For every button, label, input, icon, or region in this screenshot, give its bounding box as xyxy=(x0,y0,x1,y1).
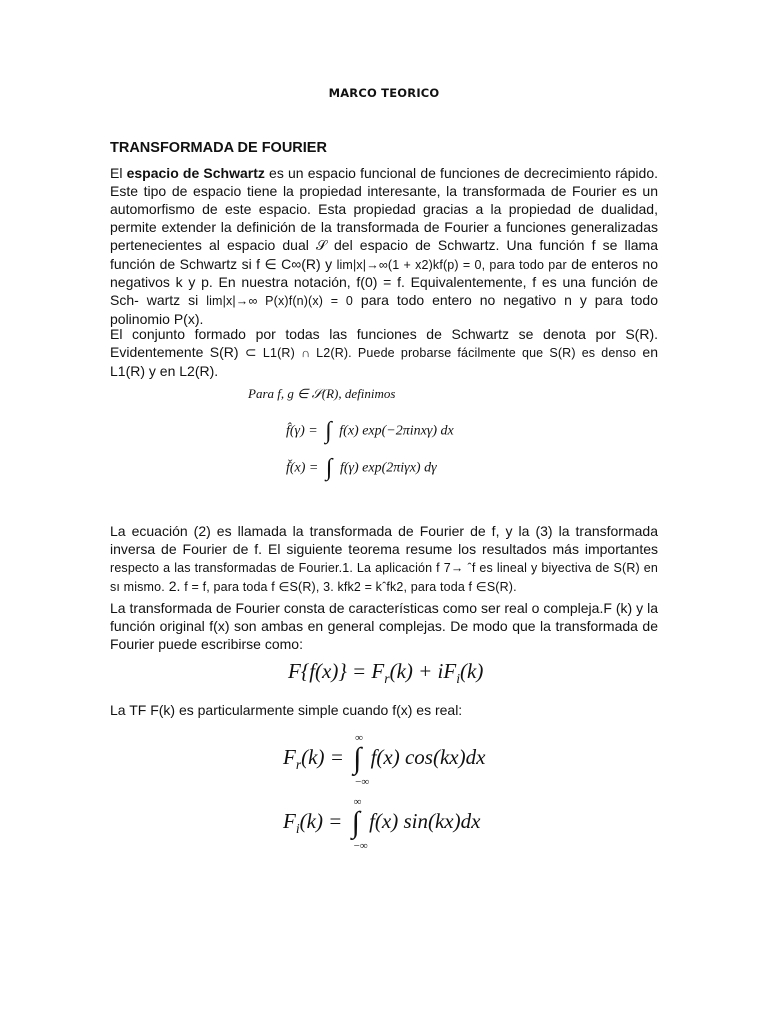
paragraph-theorem xyxy=(110,523,658,597)
eq-F-mid: (k) + iF xyxy=(389,659,457,683)
eq-fi-sub: i xyxy=(295,821,300,836)
equation-inverse-transform xyxy=(286,455,437,482)
eq-fr-F: F xyxy=(283,744,296,769)
p1-small-2: lim|x|→∞ P(x)f(n)(x) = 0 xyxy=(206,294,353,309)
lower-limit: −∞ xyxy=(353,840,368,852)
p1-text-2: del espacio de Schwartz. Una función f se llama función de Schwartz si f ∈ C∞(R) y xyxy=(110,236,659,272)
paragraph-complex-transform: La transformada de Fourier consta de características como ser real o compleja.F (k) y la función original f(x) son ambas en general complejas. De modo que la transformada de Fourier puede escribirse como: xyxy=(110,600,658,652)
integral-sign: ∫ xyxy=(325,418,332,444)
p1-text-4: para todo entero no negativo n y para todo polinomio P(x). xyxy=(110,292,659,328)
eq-fr-lhs: (k) = xyxy=(301,744,344,769)
eq-fr-sub: r xyxy=(295,757,302,772)
definition-line: Para f, g ∈ 𝒮(R), definimos xyxy=(248,386,396,401)
eq-f1-lhs: f̂(γ) = xyxy=(286,423,318,439)
eq-fr-rhs: f(x) cos(kx)dx xyxy=(370,744,486,769)
p2-text-2: en L1(R) y en L2(R). xyxy=(110,343,658,379)
paragraph-real-case: La TF F(k) es particularmente simple cuando f(x) es real: xyxy=(110,702,463,718)
p3-text-2: 2. xyxy=(164,577,185,594)
lower-limit: −∞ xyxy=(355,776,370,788)
p3-small-2: f = f, para toda f ∈S(R), 3. kfk2 = kˆfk2, para toda f ∈S(R). xyxy=(184,579,517,594)
eq-f2-rhs: f(γ) exp(2πiγx) dγ xyxy=(339,460,437,476)
eq-f2-lhs: f̌(x) = xyxy=(286,460,319,476)
upper-limit: ∞ xyxy=(353,796,362,808)
dual-space-symbol: 𝒮 xyxy=(316,237,327,254)
eq-F-sub-i: i xyxy=(456,671,461,687)
section-heading: TRANSFORMADA DE FOURIER xyxy=(110,140,327,156)
page-title: MARCO TEORICO xyxy=(328,86,440,100)
integral-sign: ∫ ∞ −∞ xyxy=(351,796,368,852)
p1-lead: El xyxy=(110,165,127,181)
eq-F-lhs: F{f(x)} = F xyxy=(288,659,385,683)
eq-F-sub-r: r xyxy=(384,671,390,687)
integral-sign: ∫ ∞ −∞ xyxy=(353,732,370,788)
p2-small: L1(R) ∩ L2(R). Puede probarse fácilmente que S(R) es denso xyxy=(262,345,637,360)
paragraph-schwartz-space xyxy=(110,165,658,329)
p1-text-1: es un espacio funcional de funciones de decrecimiento rápido. Este tipo de espacio tiene la propiedad interesante, la transformada de Fourier es un automorfismo de este espacio. Esta propiedad gracias a la propiedad de dualidad, permite extender la definición de la transformada de Fourier a funciones generalizadas pertenecientes al espacio dual xyxy=(110,165,658,253)
eq-fi-lhs: (k) = xyxy=(299,808,343,833)
equation-imaginary-part xyxy=(283,796,481,852)
equation-complex-decomposition xyxy=(288,659,483,687)
paragraph-schwartz-set xyxy=(110,326,658,381)
p3-text-1: La ecuación (2) es llamada la transformada de Fourier de f, y la (3) la transformada inversa de Fourier de f. El siguiente teorema resume los resultados más importantes xyxy=(110,523,658,557)
eq-F-end: (k) xyxy=(460,659,484,683)
p1-text-3: de enteros no negativos k y p. En nuestra notación, f(0) = f. Equivalentemente, f es una función de Sch- wartz si xyxy=(110,255,658,309)
p2-text-1: El conjunto formado por todas las funciones de Schwartz se denota por S(R). Evidentemente S(R) ⊂ xyxy=(110,326,658,360)
eq-f1-rhs: f(x) exp(−2πinxγ) dx xyxy=(339,423,454,439)
eq-fi-F: F xyxy=(283,808,296,833)
p1-small-1: lim|x|→∞(1 + x2)kf(p) = 0, para todo par xyxy=(336,257,567,272)
p3-small-1: respecto a las transformadas de Fourier.1. La aplicación f 7→ ˆf es lineal y biyectiva de S(R) en sı mismo. xyxy=(110,560,658,594)
eq-fi-rhs: f(x) sin(kx)dx xyxy=(369,808,481,833)
p1-bold-term: espacio de Schwartz xyxy=(126,165,265,181)
integral-sign: ∫ xyxy=(325,455,333,481)
equation-real-part xyxy=(283,732,486,788)
upper-limit: ∞ xyxy=(355,732,363,744)
equation-fourier-transform xyxy=(286,418,454,445)
